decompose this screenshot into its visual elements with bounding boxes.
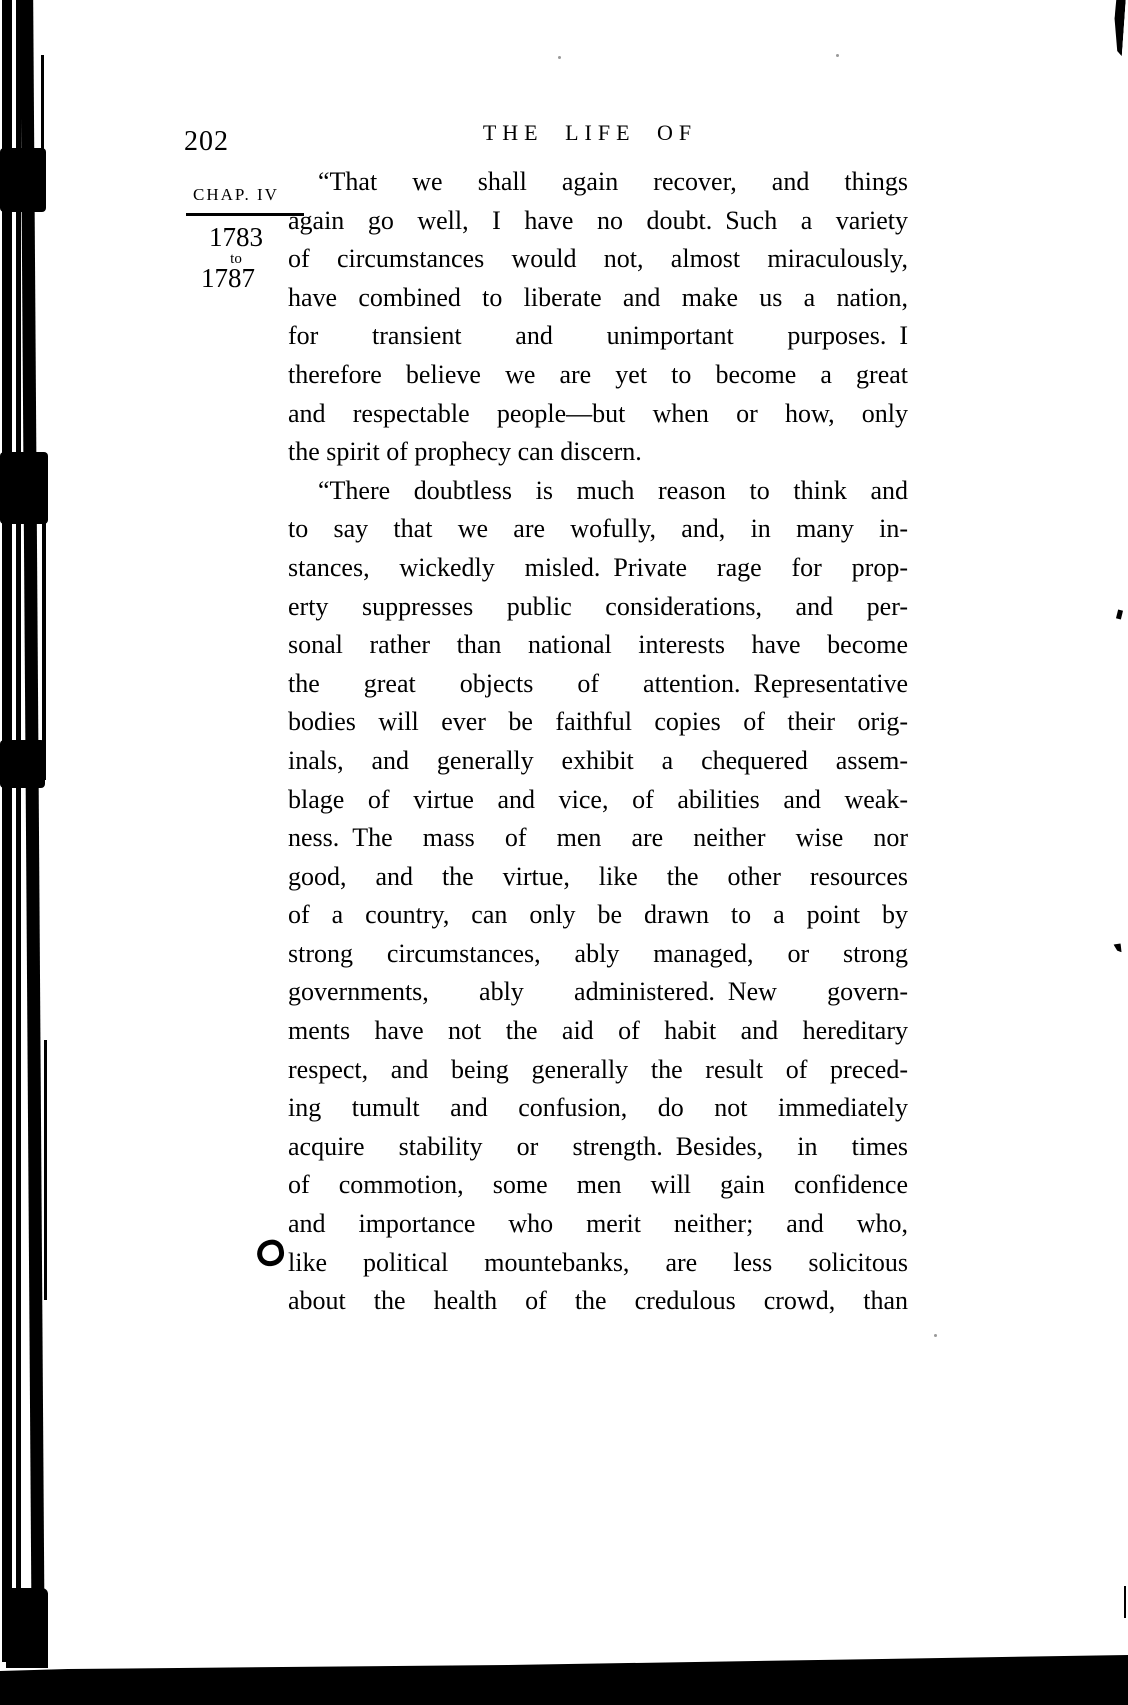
text-line: and respectable people—but when or how, only [288,398,908,428]
text-line: ness. The mass of men are neither wise nor [288,823,908,853]
gutter-blob [6,1588,48,1668]
handwritten-circle-mark [255,1237,287,1268]
text-line: like political mountebanks, are less solicitous [288,1247,908,1277]
text-line: sonal rather than national interests have become [288,630,908,660]
text-line: stances, wickedly misled. Private rage for prop- [288,552,908,582]
ink-speck [1124,1586,1126,1618]
gutter-bar [20,0,45,1666]
text-line: inals, and generally exhibit a chequered assem- [288,745,908,775]
text-line: “That we shall again recover, and things [318,167,908,196]
text-line: the great objects of attention. Representative [288,668,908,698]
text-line: and importance who merit neither; and who, [288,1209,908,1239]
text-line: “There doubtless is much reason to think and [318,475,908,505]
text-line: therefore believe we are yet to become a great [288,359,908,389]
text-line: for transient and unimportant purposes. I [288,321,908,351]
margin-year-start: 1783 [209,222,263,252]
text-line: good, and the virtue, like the other resources [288,861,908,891]
ink-speck [558,56,561,59]
bottom-scan-band [0,1653,1128,1705]
margin-year-end: 1787 [201,263,255,293]
gutter-blob [0,452,48,524]
text-line: ing tumult and confusion, do not immediately [288,1093,908,1123]
text-line: bodies will ever be faithful copies of their orig- [288,707,908,737]
text-line: ments have not the aid of habit and hereditary [288,1016,908,1046]
text-line: have combined to liberate and make us a nation, [288,282,908,312]
text-line: erty suppresses public considerations, and per- [288,591,908,621]
chapter-rule [186,213,304,216]
text-line: to say that we are wofully, and, in many in- [288,514,908,544]
text-line: respect, and being generally the result of preced- [288,1054,908,1084]
chapter-label: CHAP. IV [193,185,279,204]
text-line: the spirit of prophecy can discern. [288,437,642,467]
gutter-blob [0,740,45,788]
text-line: about the health of the credulous crowd, than [288,1286,908,1316]
gutter-bar [2,0,12,1662]
text-line: blage of virtue and vice, of abilities and weak- [288,784,908,814]
text-line: acquire stability or strength. Besides, in times [288,1131,908,1161]
ink-speck [934,1334,937,1337]
page-number: 202 [184,126,229,157]
gutter-blob [0,148,46,212]
ink-speck [836,54,839,57]
text-line: of circumstances would not, almost miraculously, [288,244,908,274]
gutter-bar [44,1040,47,1300]
margin-year-connector: to [230,251,242,267]
text-line: of a country, can only be drawn to a point by [288,900,908,930]
text-line: strong circumstances, ably managed, or strong [288,938,908,968]
text-line: governments, ably administered. New govern- [288,977,908,1007]
running-title: THE LIFE OF [482,120,698,145]
text-line: again go well, I have no doubt. Such a variety [288,205,908,235]
body-text-column [288,163,908,1321]
corner-scan-mark [1111,0,1126,56]
gutter-bar [16,0,21,1664]
ink-speck [1116,610,1123,620]
text-line: of commotion, some men will gain confidence [288,1170,908,1200]
ink-speck [1114,942,1124,954]
